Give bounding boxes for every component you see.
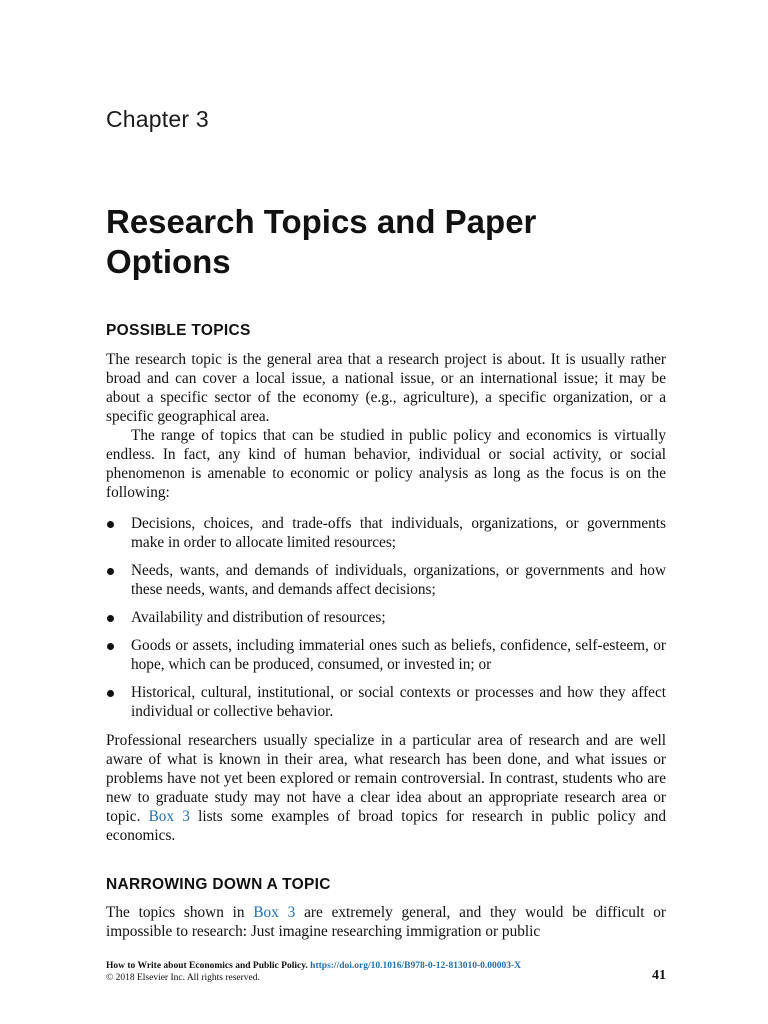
possible-topics-closing xyxy=(106,731,666,845)
list-item xyxy=(106,608,666,627)
bullet-icon xyxy=(107,643,114,650)
paragraph: The research topic is the general area that a research project is about. It is usually rather broad and can cover a local issue, a national issue, or an international issue; it may be about a specific sector of the economy (e.g., agriculture), a specific organization, or a specific geographical area. xyxy=(106,351,666,425)
list-item-text: Goods or assets, including immaterial ones such as beliefs, confidence, self-esteem, or hope, which can be produced, consumed, or invested in; or xyxy=(131,637,666,673)
paragraph-text: are extremely general, and they would be difficult or impossible to research: Just imagine researching immigration or public xyxy=(106,904,666,940)
list-item-text: Needs, wants, and demands of individuals, organizations, or governments and how these needs, wants, and demands affect decisions; xyxy=(131,562,666,598)
bullet-icon xyxy=(107,615,114,622)
list-item xyxy=(106,561,666,599)
list-item-text: Decisions, choices, and trade-offs that individuals, organizations, or governments make in order to allocate limited resources; xyxy=(131,515,666,551)
bullet-icon xyxy=(107,521,114,528)
footer-citation xyxy=(106,960,666,972)
list-item xyxy=(106,514,666,552)
list-item-text: Historical, cultural, institutional, or social contexts or processes and how they affect individual or collective behavior. xyxy=(131,684,666,720)
topic-focus-list xyxy=(106,514,666,730)
book-title: How to Write about Economics and Public Policy. xyxy=(106,961,308,971)
possible-topics-body xyxy=(106,350,666,502)
doi-link[interactable]: https://doi.org/10.1016/B978-0-12-813010-0.00003-X xyxy=(310,961,522,971)
list-item-text: Availability and distribution of resources; xyxy=(131,609,386,626)
chapter-label: Chapter 3 xyxy=(106,106,209,132)
paragraph-text: The topics shown in xyxy=(106,904,254,921)
section-heading-narrowing-down: NARROWING DOWN A TOPIC xyxy=(106,876,331,893)
chapter-title: Research Topics and Paper Options xyxy=(106,203,537,280)
paragraph-text: lists some examples of broad topics for research in public policy and economics. xyxy=(106,808,666,844)
paragraph: The range of topics that can be studied in public policy and economics is virtually endless. In fact, any kind of human behavior, individual or social activity, or social phenomenon is amenable to economic or policy analysis as long as the focus is on the following: xyxy=(106,427,666,501)
paragraph xyxy=(106,903,666,941)
page-footer xyxy=(106,960,666,984)
box-3-link[interactable]: Box 3 xyxy=(148,808,190,825)
list-item xyxy=(106,636,666,674)
paragraph xyxy=(106,731,666,845)
paragraph-text: Professional researchers usually specialize in a particular area of research and are well aware of what is known in their area, what research has been done, and what issues or problems have not yet been explored or remain controversial. In contrast, students who are new to graduate study may not have a clear idea about an appropriate research area or topic. xyxy=(106,732,666,825)
box-3-link[interactable]: Box 3 xyxy=(253,904,296,921)
list-item xyxy=(106,683,666,721)
bullet-icon xyxy=(107,568,114,575)
bullet-icon xyxy=(107,690,114,697)
narrowing-down-body xyxy=(106,903,666,941)
page-number: 41 xyxy=(652,968,666,983)
section-heading-possible-topics: POSSIBLE TOPICS xyxy=(106,322,251,339)
copyright: © 2018 Elsevier Inc. All rights reserved. xyxy=(106,973,260,983)
